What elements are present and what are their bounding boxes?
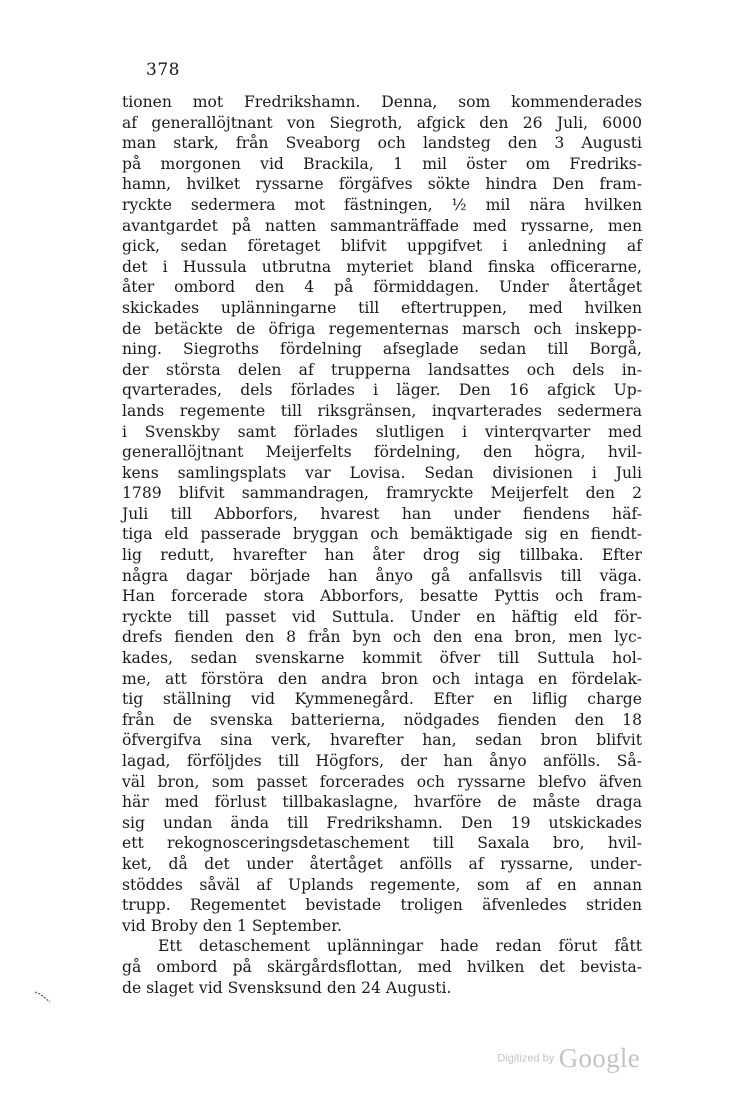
text-line-41: vid Broby den 1 September. (122, 916, 342, 935)
text-line-11: skickades uplänningarne till eftertruppen, med hvilken (122, 298, 642, 317)
google-logo-text: Google (558, 1043, 640, 1073)
text-line-35: här med förlust tillbakaslagne, hvarföre de måste draga (122, 793, 642, 812)
text-line-22: tiga eld passerade bryggan och bemäktigade sig en fiendt- (122, 525, 642, 544)
text-line-3: man stark, från Sveaborg och landsteg den 3 Augusti (122, 134, 642, 153)
page-number: 378 (146, 60, 180, 80)
text-line-27: drefs fienden den 8 från byn och den ena bron, men lyc- (122, 628, 642, 647)
text-line-8: gick, sedan företaget blifvit uppgifvet i anledning af (122, 237, 642, 256)
text-line-25: Han forcerade stora Abborfors, besatte Pyttis och fram- (122, 587, 642, 606)
text-line-16: lands regemente till riksgränsen, inqvarterades sedermera (122, 401, 642, 420)
text-line-34: väl bron, som passet forcerades och ryssarne blefvo äfven (122, 772, 642, 791)
text-line-19: kens samlingsplats var Lovisa. Sedan divisionen i Juli (122, 463, 642, 482)
text-line-32: öfvergifva sina verk, hvarefter han, sedan bron blifvit (122, 731, 642, 750)
text-line-31: från de svenska batterierna, nödgades fienden den 18 (122, 710, 642, 729)
text-line-43: gå ombord på skärgårdsflottan, med hvilken det bevista- (122, 957, 642, 976)
text-line-42: Ett detaschement uplänningar hade redan förut fått (158, 937, 642, 956)
text-line-26: ryckte till passet vid Suttula. Under en häftig eld för- (122, 607, 642, 626)
watermark-prefix: Digitized by (497, 1052, 555, 1065)
margin-mark-icon (34, 990, 52, 1004)
body-text (122, 92, 642, 998)
text-line-44: de slaget vid Svensksund den 24 Augusti. (122, 978, 452, 997)
text-line-37: ett rekognosceringsdetaschement till Saxala bro, hvil- (122, 834, 642, 853)
text-line-30: tig ställning vid Kymmenegård. Efter en liflig charge (122, 690, 642, 709)
text-line-18: generallöjtnant Meijerfelts fördelning, den högra, hvil- (122, 443, 642, 462)
text-line-23: lig redutt, hvarefter han åter drog sig tillbaka. Efter (122, 546, 642, 565)
text-line-6: ryckte sedermera mot fästningen, ½ mil nära hvilken (122, 195, 642, 214)
text-line-17: i Svenskby samt förlades slutligen i vinterqvarter med (122, 422, 642, 441)
text-line-14: der största delen af trupperna landsattes och dels in- (122, 360, 642, 379)
text-line-4: på morgonen vid Brackila, 1 mil öster om Fredriks- (122, 154, 642, 173)
digitized-watermark (497, 1043, 640, 1074)
text-line-38: ket, då det under återtåget anfölls af ryssarne, under- (122, 854, 642, 873)
text-line-29: me, att förstöra den andra bron och intaga en fördelak- (122, 669, 642, 688)
text-line-1: tionen mot Fredrikshamn. Denna, som kommenderades (122, 93, 642, 111)
text-line-7: avantgardet på natten sammanträffade med ryssarne, men (122, 216, 642, 235)
text-line-24: några dagar började han ånyo gå anfallsvis till väga. (122, 566, 642, 585)
text-line-20: 1789 blifvit sammandragen, framryckte Meijerfelt den 2 (122, 484, 642, 503)
text-line-2: af generallöjtnant von Siegroth, afgick den 26 Juli, 6000 (122, 113, 642, 132)
text-line-5: hamn, hvilket ryssarne förgäfves sökte hindra Den fram- (122, 175, 642, 194)
text-line-9: det i Hussula utbrutna myteriet bland finska officerarne, (122, 257, 642, 276)
text-line-13: ning. Siegroths fördelning afseglade sedan till Borgå, (122, 340, 642, 359)
text-line-40: trupp. Regementet bevistade troligen äfvenledes striden (122, 896, 642, 915)
text-line-36: sig undan ända till Fredrikshamn. Den 19 utskickades (122, 813, 642, 832)
text-line-15: qvarterades, dels förlades i läger. Den 16 afgick Up- (122, 381, 642, 400)
text-line-12: de betäckte de öfriga regementernas marsch och inskepp- (122, 319, 642, 338)
text-line-28: kades, sedan svenskarne kommit öfver till Suttula hol- (122, 649, 642, 668)
text-line-39: stöddes såväl af Uplands regemente, som af en annan (122, 875, 642, 894)
text-line-10: åter ombord den 4 på förmiddagen. Under återtåget (122, 278, 642, 297)
text-line-33: lagad, förföljdes till Högfors, der han ånyo anfölls. Så- (122, 752, 642, 770)
text-line-21: Juli till Abborfors, hvarest han under fiendens häf- (122, 504, 642, 523)
